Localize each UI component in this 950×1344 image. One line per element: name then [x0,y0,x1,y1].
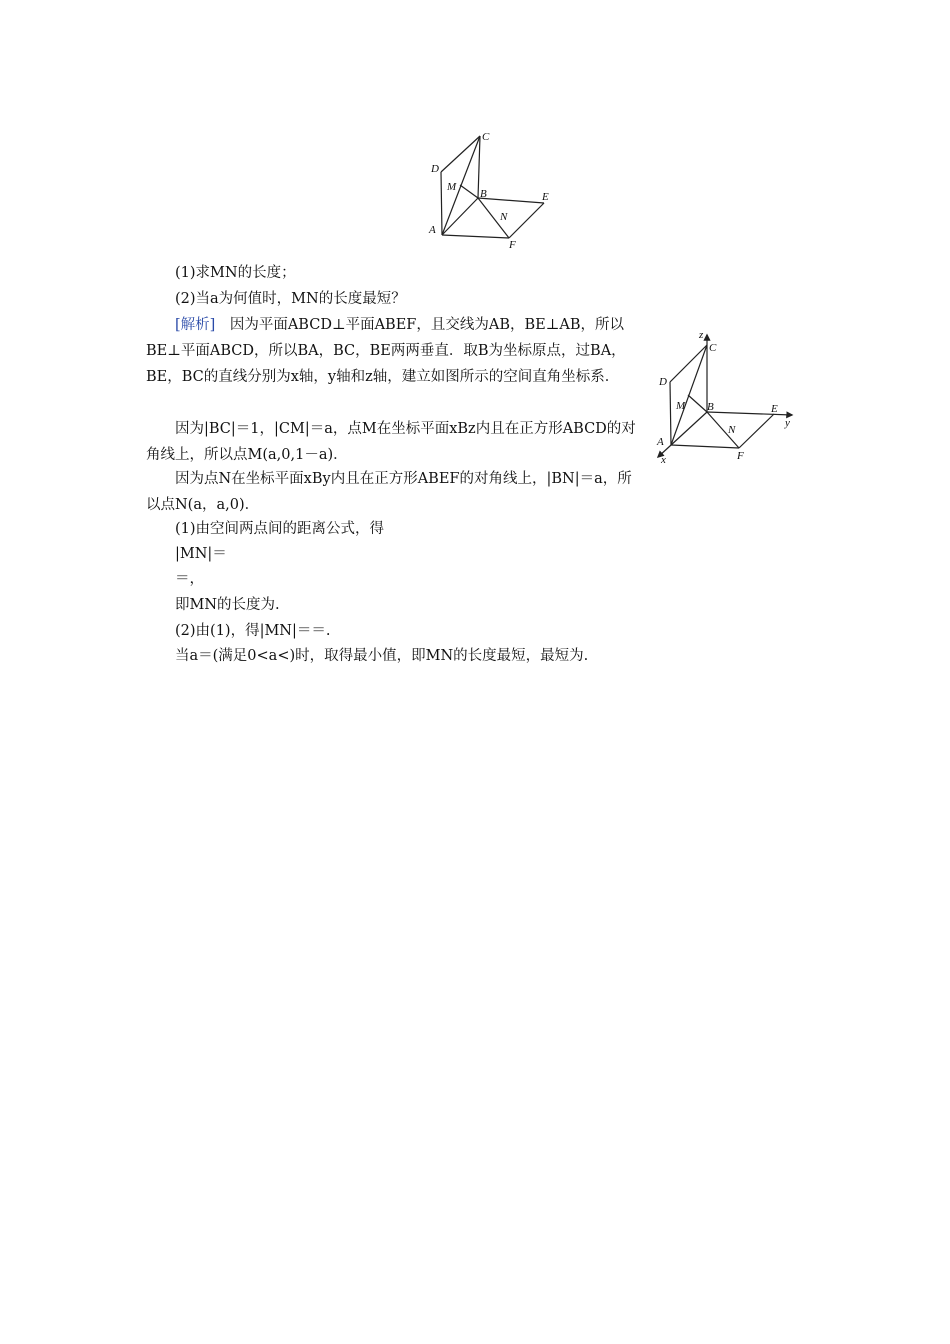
analysis-p1-text: 因为平面ABCD⊥平面ABEF，且交线为AB，BE⊥AB，所以BE⊥平面ABCD，所以BA，BC，BE两两垂直．取B为坐标原点，过BA，BE，BC的直线分别为x轴，y轴和z轴，建立如图所示的空间直角坐标系． [146,317,626,385]
analysis-paragraph-6: ＝， [175,571,204,587]
label-B: B [707,401,714,413]
label-M: M [676,400,686,412]
figure-right-lines [658,335,792,457]
label-A: A [657,436,664,448]
analysis-paragraph-8: (2)由(1)，得|MN|＝＝. [175,623,331,639]
figure-top [420,125,560,255]
label-B: B [480,188,487,200]
label-A: A [429,224,436,236]
question-1: (1)求MN的长度； [175,265,296,281]
figure-top-lines [441,136,544,238]
figure-right [650,325,810,470]
label-N: N [500,211,508,223]
label-M: M [447,181,457,193]
label-D: D [431,163,439,175]
label-N: N [728,424,736,436]
label-y: y [785,417,790,429]
label-C: C [482,131,490,143]
label-F: F [737,450,744,462]
label-x: x [661,454,666,466]
analysis-paragraph-2: 因为|BC|＝1，|CM|＝a，点M在坐标平面xBz内且在正方形ABCD的对角线上，所以点M(a,0,1－a)． [146,421,636,463]
analysis-paragraph-7: 即MN的长度为. [175,597,280,613]
analysis-paragraph-3: 因为点N在坐标平面xBy内且在正方形ABEF的对角线上，|BN|＝a，所以点N(a，a,0)． [146,471,632,513]
analysis-tag: [解析] [175,317,216,333]
question-2: (2)当a为何值时，MN的长度最短？ [175,291,406,307]
label-F: F [509,239,516,251]
label-C: C [709,342,717,354]
analysis-paragraph-1 [146,312,636,390]
label-E: E [542,191,549,203]
label-D: D [659,376,667,388]
analysis-paragraph-5: |MN|＝ [175,546,227,562]
label-z: z [699,329,704,341]
analysis-paragraph-9: 当a＝(满足0<a<)时，取得最小值，即MN的长度最短，最短为. [175,648,589,664]
label-E: E [771,403,778,415]
analysis-paragraph-4: (1)由空间两点间的距离公式，得 [175,521,385,537]
